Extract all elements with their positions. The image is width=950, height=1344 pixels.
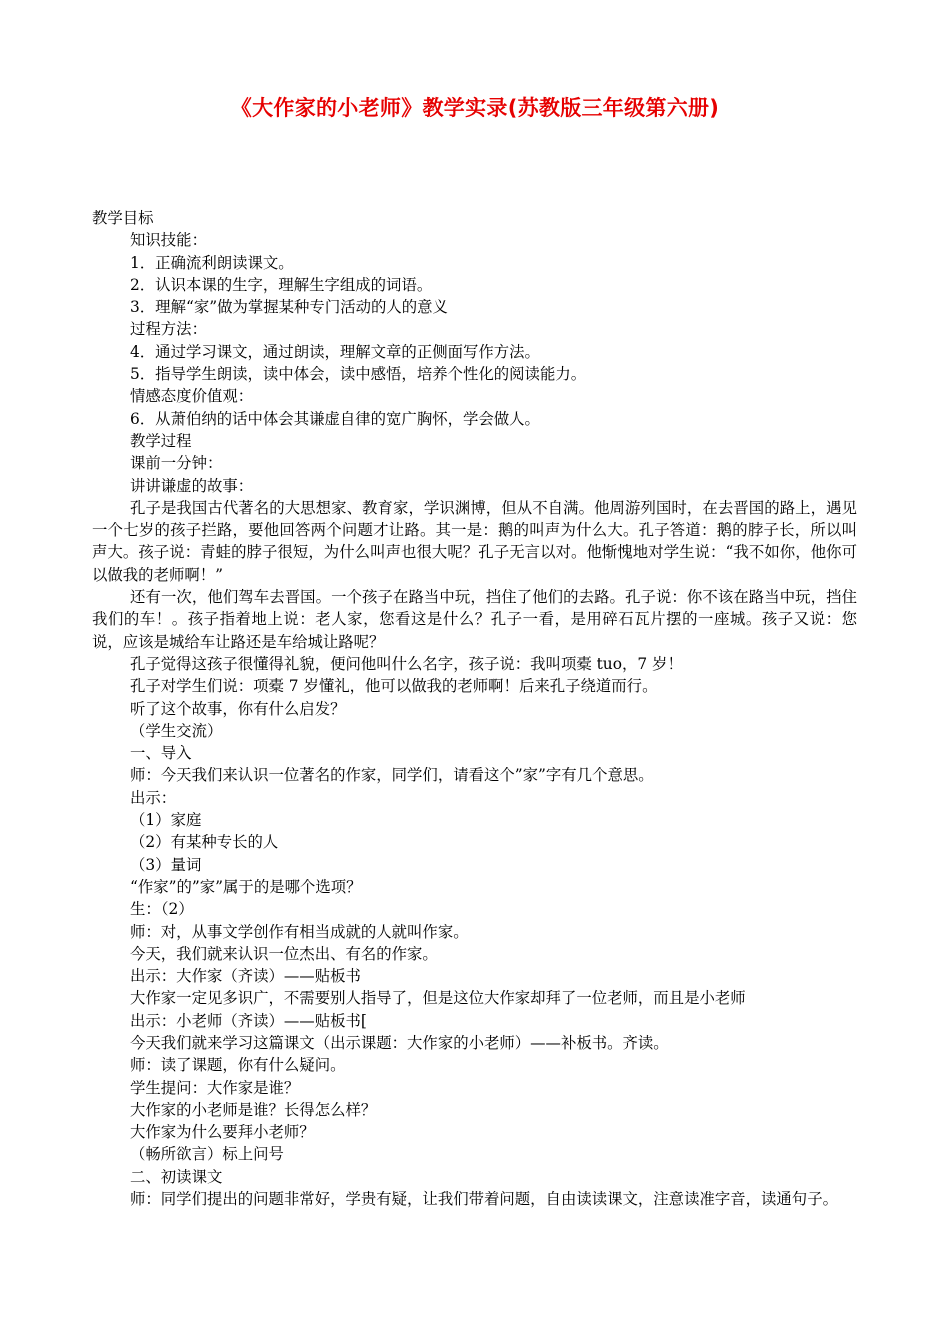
paragraph: 师：同学们提出的问题非常好，学贵有疑，让我们带着问题，自由读读课文，注意读准字音，读通句子。: [130, 1190, 838, 1209]
list-item: （3）量词: [130, 855, 202, 874]
list-item: 2．认识本课的生字，理解生字组成的词语。: [130, 275, 433, 294]
list-item: （2）有某种专长的人: [130, 833, 279, 852]
list-item: 1．正确流利朗读课文。: [130, 253, 294, 272]
paragraph: 孔子对学生们说：项橐 7 岁懂礼，他可以做我的老师啊！后来孔子绕道而行。: [130, 677, 658, 696]
paragraph: 大作家一定见多识广，不需要别人指导了，但是这位大作家却拜了一位老师，而且是小老师: [130, 989, 746, 1008]
subheading: 过程方法：: [130, 320, 207, 339]
paragraph: 出示：: [130, 788, 177, 807]
subheading: 知识技能：: [130, 231, 207, 250]
section-heading: 二、初读课文: [130, 1167, 223, 1186]
document-title: 《大作家的小老师》教学实录(苏教版三年级第六册): [230, 96, 720, 120]
paragraph: 今天我们就来学习这篇课文（出示课题：大作家的小老师）——补板书。齐读。: [130, 1033, 669, 1052]
paragraph: （畅所欲言）标上问号: [130, 1145, 284, 1164]
paragraph: “作家”的”家”属于的是哪个选项？: [130, 877, 362, 896]
paragraph: 孔子是我国古代著名的大思想家、教育家，学识渊博，但从不自满。他周游列国时，在去晋国的路上，遇见一个七岁的孩子拦路，要他回答两个问题才让路。其一是：鹅的叫声为什么大。孔子答道：鹅的脖子长，所以叫声大。孩子说：青蛙的脖子很短，为什么叫声也很大呢？孔子无言以对。他惭愧地对学生说：“我不如你，他你可以做我的老师啊！”: [92, 498, 857, 584]
paragraph: 师：今天我们来认识一位著名的作家，同学们，请看这个”家”字有几个意思。: [130, 766, 654, 785]
paragraph: 听了这个故事，你有什么启发？: [130, 699, 346, 718]
paragraph: 学生提问：大作家是谁？: [130, 1078, 300, 1097]
list-item: （1）家庭: [130, 811, 202, 830]
document-body: [92, 207, 857, 1210]
list-item: 3．理解“家”做为掌握某种专门活动的人的意义: [130, 298, 448, 317]
list-item: 4．通过学习课文，通过朗读，理解文章的正侧面写作方法。: [130, 342, 540, 361]
paragraph: 大作家的小老师是谁？长得怎么样？: [130, 1100, 377, 1119]
paragraph: 生：（2）: [130, 900, 194, 919]
paragraph: 今天，我们就来认识一位杰出、有名的作家。: [130, 944, 438, 963]
section-heading: 教学过程: [130, 431, 192, 450]
paragraph: （学生交流）: [130, 721, 223, 740]
list-item: 6．从萧伯纳的话中体会其谦虚自律的宽广胸怀，学会做人。: [130, 409, 540, 428]
list-item: 5．指导学生朗读，读中体会，读中感悟，培养个性化的阅读能力。: [130, 365, 587, 384]
paragraph: 还有一次，他们驾车去晋国。一个孩子在路当中玩，挡住了他们的去路。孔子说：你不该在路当中玩，挡住我们的车！。孩子指着地上说：老人家，您看这是什么？孔子一看，是用碎石瓦片摆的一座城。孩子又说：您说，应该是城给车让路还是车给城让路呢？: [92, 588, 857, 651]
section-heading: 教学目标: [92, 209, 154, 227]
paragraph: 孔子觉得这孩子很懂得礼貌，便问他叫什么名字，孩子说：我叫项橐 tuo，7 岁！: [130, 654, 683, 673]
section-heading: 一、导入: [130, 744, 192, 763]
paragraph: 大作家为什么要拜小老师？: [130, 1123, 315, 1142]
paragraph: 课前一分钟：: [130, 454, 223, 473]
paragraph: 讲讲谦虚的故事：: [130, 476, 254, 495]
paragraph: 师：读了课题，你有什么疑问。: [130, 1056, 346, 1075]
subheading: 情感态度价值观：: [130, 387, 254, 406]
paragraph: 师：对，从事文学创作有相当成就的人就叫作家。: [130, 922, 469, 941]
paragraph: 出示：小老师（齐读）——贴板书[: [130, 1011, 367, 1030]
paragraph: 出示：大作家（齐读）——贴板书: [130, 967, 361, 986]
